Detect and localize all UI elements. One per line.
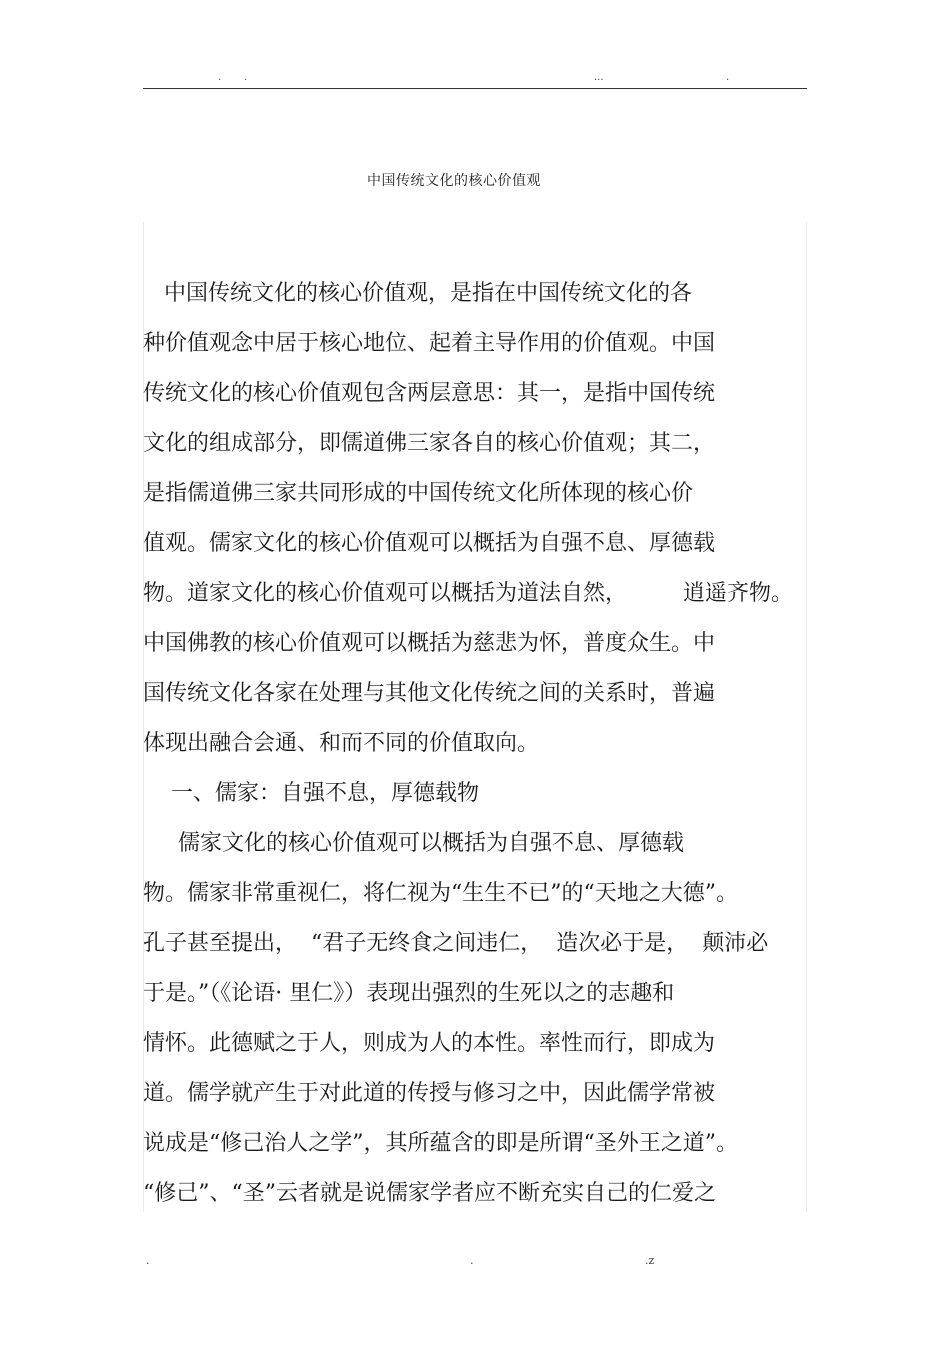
body-line: 是指儒道佛三家共同形成的中国传统文化所体现的核心价 (143, 481, 694, 506)
body-line: 儒家文化的核心价值观可以概括为自强不息、厚德载 (143, 831, 684, 856)
body-line: 于是。”（《论语· 里仁》）表现出强烈的生死以之的志趣和 (143, 981, 675, 1006)
body-line: 物。儒家非常重视仁，将仁视为“生生不已”的“天地之大德”。 (143, 881, 738, 906)
body-line: 中国传统文化的核心价值观，是指在中国传统文化的各 (143, 281, 692, 306)
body-line: “修己”、“圣”云者就是说儒家学者应不断充实自己的仁爱之 (143, 1181, 716, 1206)
body-line: 传统文化的核心价值观包含两层意思：其一，是指中国传统 (143, 381, 716, 406)
header-mark: ... (594, 72, 604, 83)
body-line: 体现出融合会通、和而不同的价值取向。 (143, 731, 540, 756)
body-line: 文化的组成部分，即儒道佛三家各自的核心价值观；其二， (143, 431, 716, 456)
document-title: 中国传统文化的核心价值观 (367, 173, 541, 189)
footer-mark: . (470, 1254, 474, 1267)
header-mark: . (244, 72, 248, 83)
body-line: 国传统文化各家在处理与其他文化传统之间的关系时，普遍 (143, 681, 716, 706)
footer-mark: .z (645, 1254, 655, 1267)
right-margin-line (806, 222, 807, 1212)
page-header (0, 72, 950, 86)
body-line: 孔子甚至提出， “君子无终食之间违仁， 造次必于是， 颠沛必 (143, 931, 769, 956)
body-line: 说成是“修己治人之学”，其所蕴含的即是所谓“圣外王之道”。 (143, 1131, 738, 1156)
body-line: 种价值观念中居于核心地位、起着主导作用的价值观。中国 (143, 331, 716, 356)
body-line: 中国佛教的核心价值观可以概括为慈悲为怀，普度众生。中 (143, 631, 716, 656)
left-margin-line (143, 222, 144, 1212)
body-line: 道。儒学就产生于对此道的传授与修习之中，因此儒学常被 (143, 1081, 716, 1106)
page-footer (0, 1254, 950, 1270)
header-mark: . (726, 72, 730, 83)
header-divider (143, 88, 807, 89)
body-line: 情怀。此德赋之于人，则成为人的本性。率性而行，即成为 (143, 1031, 716, 1056)
header-mark: . (218, 72, 222, 83)
body-line: 值观。儒家文化的核心价值观可以概括为自强不息、厚德载 (143, 531, 716, 556)
section-heading: 一、儒家：自强不息，厚德载物 (143, 781, 479, 806)
footer-mark: . (146, 1254, 150, 1267)
body-line: 物。道家文化的核心价值观可以概括为道法自然， 逍遥齐物。 (143, 581, 793, 606)
